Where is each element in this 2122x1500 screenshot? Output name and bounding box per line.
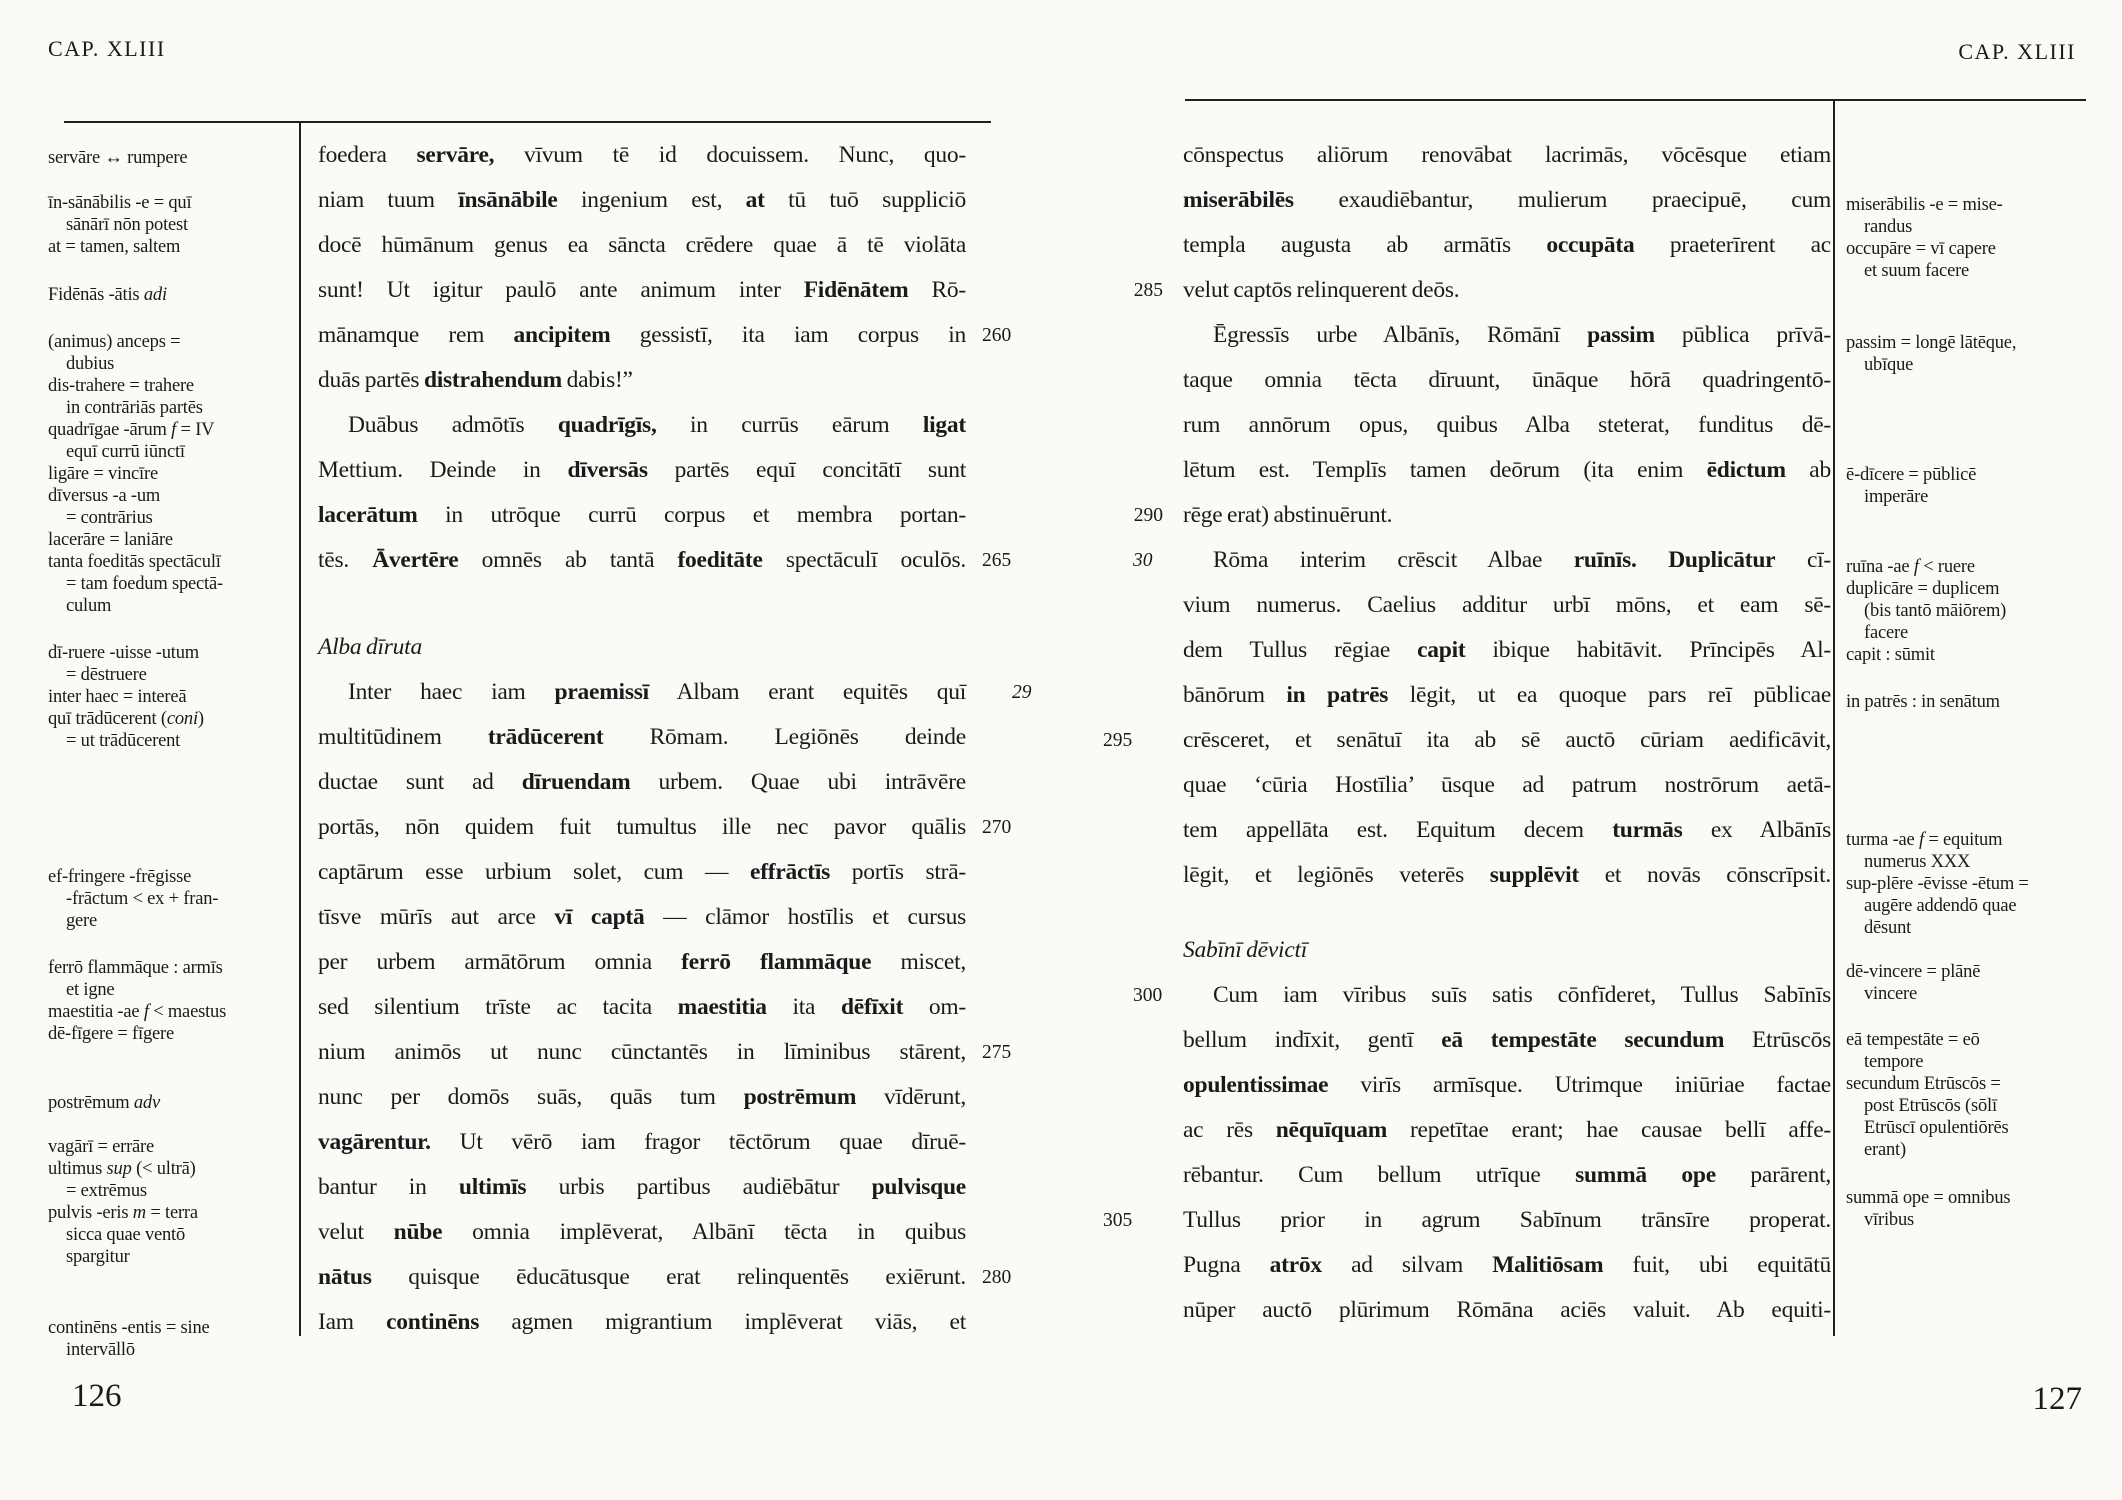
margin-note-line: erant) <box>1864 1140 1906 1160</box>
text-line-content: duās partēs distrahendum dabis!” <box>318 367 633 393</box>
margin-note-line: vincere <box>1864 984 1918 1004</box>
margin-note-line: -frāctum < ex + fran- <box>66 889 219 909</box>
text-line <box>318 1255 1012 1300</box>
margin-note-block <box>1846 556 2101 666</box>
section-number: 30 <box>1133 550 1153 571</box>
margin-note-line: summā ope = omnibus <box>1846 1188 2011 1208</box>
margin-note-line: intervāllō <box>66 1340 135 1360</box>
margin-note-line: dē-fīgere = fīgere <box>48 1024 174 1044</box>
text-line-content: vagārentur. Ut vērō iam fragor tēctōrum quae dīruē- <box>318 1129 966 1155</box>
text-line-content: nūper auctō plūrimum Rōmāna aciēs valuit. Ab equiti- <box>1183 1297 1831 1323</box>
text-line-content: lēgit, et legiōnēs veterēs supplēvit et novās cōnscrīpsit. <box>1183 862 1831 888</box>
margin-note-block <box>48 866 303 932</box>
text-line <box>1183 448 1831 493</box>
margin-note-line: (animus) anceps = <box>48 332 181 352</box>
text-line <box>318 940 966 985</box>
main-text-right <box>1103 133 1832 1333</box>
margin-note-block <box>1846 1029 2101 1161</box>
margin-note-line: vīribus <box>1864 1210 1914 1230</box>
text-line-content: nātus quisque ēducātusque erat relinquentēs exiērunt. <box>318 1264 966 1290</box>
text-line-content: vium numerus. Caelius additur urbī mōns, et eam sē- <box>1183 592 1831 618</box>
text-line <box>318 403 966 448</box>
margin-note-line: ruīna -ae f < ruere <box>1846 557 1975 577</box>
text-line <box>318 805 1012 850</box>
margin-note-line: randus <box>1864 217 1913 237</box>
text-line-content: cōnspectus aliōrum renovābat lacrimās, vōcēsque etiam <box>1183 142 1831 168</box>
text-line <box>318 268 966 313</box>
text-line-content: rum annōrum opus, quibus Alba steterat, funditus dē- <box>1183 412 1831 438</box>
margin-note-line: ferrō flammāque : armīs <box>48 958 223 978</box>
section-heading <box>1183 928 1831 973</box>
margin-note-block <box>1846 464 2101 508</box>
margin-note-line: quī trādūcerent (coni) <box>48 709 204 729</box>
text-line-content: tīsve mūrīs aut arce vī captā — clāmor hostīlis et cursus <box>318 904 966 930</box>
margin-note-line: = dēstruere <box>66 665 147 685</box>
margin-note-line: tempore <box>1864 1052 1924 1072</box>
text-line-content: tēs. Āvertēre omnēs ab tantā foeditāte spectāculī oculōs. <box>318 547 966 573</box>
text-line <box>1183 358 1831 403</box>
margin-note-line: turma -ae f = equitum <box>1846 830 2003 850</box>
text-line-content: captārum esse urbium solet, cum — effrāctīs portīs strā- <box>318 859 966 885</box>
margin-note-line: et suum facere <box>1864 261 1970 281</box>
text-line <box>1183 133 1831 178</box>
text-line-content: velut captōs relinquerent deōs. <box>1183 277 1460 303</box>
margin-note-line: facere <box>1864 623 1908 643</box>
text-line <box>1183 403 1831 448</box>
text-line <box>318 448 966 493</box>
margin-note-line: lacerāre = laniāre <box>48 530 173 550</box>
text-line <box>1183 223 1831 268</box>
header-rule-right <box>1185 99 2086 101</box>
margin-note-line: = extrēmus <box>66 1181 147 1201</box>
text-line-content: Duābus admōtīs quadrīgīs, in currūs eārum ligat <box>348 412 966 438</box>
margin-note-line: ultimus sup (< ultrā) <box>48 1159 196 1179</box>
line-number: 270 <box>982 817 1012 838</box>
page-number-right: 127 <box>2032 1381 2082 1417</box>
margin-note-line: pulvis -eris m = terra <box>48 1203 198 1223</box>
margin-note-line: dis-trahere = trahere <box>48 376 194 396</box>
margin-note-block <box>1846 194 2101 282</box>
text-line <box>1183 1063 1831 1108</box>
margin-note-block <box>48 957 303 1045</box>
text-line-content: lacerātum in utrōque currū corpus et membra portan- <box>318 502 966 528</box>
margin-note-line: duplicāre = duplicem <box>1846 579 2000 599</box>
text-line-content: quae ‘cūria Hostīlia’ ūsque ad patrum nostrōrum aetā- <box>1183 772 1831 798</box>
line-number: 275 <box>982 1042 1012 1063</box>
margin-note-line: dī-ruere -uisse -utum <box>48 643 199 663</box>
text-line-content: bānōrum in patrēs lēgit, ut ea quoque pars reī pūblicae <box>1183 682 1831 708</box>
text-line <box>318 670 1032 715</box>
text-line <box>318 313 1012 358</box>
text-line <box>1183 628 1831 673</box>
text-line-content: tem appellāta est. Equitum decem turmās ex Albānīs <box>1183 817 1831 843</box>
page-number-left: 126 <box>72 1378 122 1414</box>
margin-note-line: ē-dīcere = pūblicē <box>1846 465 1977 485</box>
margin-note-block <box>48 1317 303 1361</box>
text-line <box>1183 1108 1831 1153</box>
margin-note-line: dēsunt <box>1864 918 1912 938</box>
margin-note-line: continēns -entis = sine <box>48 1318 210 1338</box>
margin-note-line: quadrīgae -ārum f = IV <box>48 420 215 440</box>
text-line <box>318 760 966 805</box>
line-number: 290 <box>1133 505 1163 526</box>
text-line <box>1183 673 1831 718</box>
margin-note-line: inter haec = intereā <box>48 687 187 707</box>
line-number: 265 <box>982 550 1012 571</box>
text-line <box>318 1165 966 1210</box>
text-line-content: sunt! Ut igitur paulō ante animum inter Fidēnātem Rō- <box>318 277 966 303</box>
margin-note-block <box>1846 332 2101 376</box>
margin-note-line: in patrēs : in senātum <box>1846 692 2000 712</box>
text-line-content: Sabīnī dēvictī <box>1183 937 1308 963</box>
margin-note-line: augēre addendō quae <box>1864 896 2017 916</box>
margin-note-line: ligāre = vincīre <box>48 464 158 484</box>
margin-note-block <box>48 1136 303 1268</box>
text-line-content: portās, nōn quidem fuit tumultus ille nec pavor quālis <box>318 814 966 840</box>
margin-note-line: spargitur <box>66 1247 130 1267</box>
margin-note-line: et igne <box>66 980 115 1000</box>
text-line <box>1133 538 1831 583</box>
text-line <box>318 1120 966 1165</box>
text-line-content: foedera servāre, vīvum tē id docuissem. Nunc, quo- <box>318 142 967 168</box>
text-line-content: per urbem armātōrum omnia ferrō flammāque miscet, <box>318 949 966 975</box>
text-line <box>318 1210 966 1255</box>
margin-note-line: in contrāriās partēs <box>66 398 203 418</box>
margin-note-block <box>48 284 303 306</box>
text-line-content: mānamque rem ancipitem gessistī, ita iam corpus in <box>318 322 966 348</box>
text-line <box>1183 763 1831 808</box>
section-number: 29 <box>1012 682 1032 703</box>
text-line-content: rēge erat) abstinuērunt. <box>1183 502 1393 528</box>
line-number: 305 <box>1103 1210 1133 1231</box>
margin-note-line: ef-fringere -frēgisse <box>48 867 192 887</box>
text-line-content: Ēgressīs urbe Albānīs, Rōmānī passim pūblica prīvā- <box>1213 322 1831 348</box>
chapter-header-right: CAP. XLIII <box>1958 39 2076 64</box>
text-line-content: bantur in ultimīs urbis partibus audiēbātur pulvisque <box>318 1174 966 1200</box>
margin-note-line: = tam foedum spectā- <box>66 574 223 594</box>
margin-note-line: Etrūscī opulentiōrēs <box>1864 1118 2009 1138</box>
margin-note-line: maestitia -ae f < maestus <box>48 1002 227 1022</box>
text-line-content: niam tuum īnsānābile ingenium est, at tū tuō suppliciō <box>318 187 967 213</box>
margin-note-line: = ut trādūcerent <box>66 731 181 751</box>
margin-note-line: postrēmum adv <box>48 1093 160 1113</box>
margin-note-line: ubīque <box>1864 355 1914 375</box>
text-line <box>318 850 966 895</box>
margin-note-line: secundum Etrūscōs = <box>1846 1074 2001 1094</box>
text-line-content: crēsceret, et senātuī ita ab sē auctō cūriam aedificāvit, <box>1183 727 1831 753</box>
margin-note-line: at = tamen, saltem <box>48 237 181 257</box>
text-line <box>1183 1153 1831 1198</box>
margin-note-line: servāre ↔ rumpere <box>48 148 188 168</box>
main-text-left <box>318 133 1032 1345</box>
margin-note-line: īn-sānābilis -e = quī <box>48 193 192 213</box>
text-line-content: docē hūmānum genus ea sāncta crēdere quae ā tē violāta <box>318 232 966 258</box>
text-line-content: nium animōs ut nunc cūnctantēs in līminibus stārent, <box>318 1039 966 1065</box>
margin-note-block <box>48 147 303 169</box>
text-line <box>1183 1288 1831 1333</box>
margin-note-line: sup-plēre -ēvisse -ētum = <box>1846 874 2029 894</box>
margin-note-line: gere <box>66 911 98 931</box>
margin-note-line: post Etrūscōs (sōlī <box>1864 1096 1997 1116</box>
margin-note-line: Fidēnās -ātis adi <box>48 285 167 305</box>
text-line-content: miserābilēs exaudiēbantur, mulierum praecipuē, cum <box>1183 187 1831 213</box>
chapter-header-left: CAP. XLIII <box>48 36 166 61</box>
text-line <box>318 715 966 760</box>
text-line <box>1133 493 1831 538</box>
line-number: 260 <box>982 325 1012 346</box>
text-line-content: Pugna atrōx ad silvam Malitiōsam fuit, ubi equitātū <box>1183 1252 1832 1278</box>
text-line-content: rēbantur. Cum bellum utrīque summā ope parārent, <box>1183 1162 1831 1188</box>
text-line <box>318 358 966 403</box>
text-line <box>318 538 1012 583</box>
text-line-content: Cum iam vīribus suīs satis cōnfīderet, Tullus Sabīnīs <box>1213 982 1831 1008</box>
text-line <box>1183 808 1831 853</box>
margin-note-block <box>1846 691 2101 713</box>
section-heading <box>318 625 966 670</box>
text-line <box>318 223 966 268</box>
margin-note-line: sicca quae ventō <box>66 1225 186 1245</box>
text-line-content: Tullus prior in agrum Sabīnum trānsīre properat. <box>1183 1207 1831 1233</box>
text-line <box>1103 718 1831 763</box>
text-line <box>318 133 966 178</box>
text-line <box>318 1300 966 1345</box>
text-line-content: dem Tullus rēgiae capit ibique habitāvit. Prīncipēs Al- <box>1183 637 1831 663</box>
text-line <box>1183 1018 1831 1063</box>
margin-note-block <box>1846 829 2101 939</box>
margin-note-line: miserābilis -e = mise- <box>1846 195 2003 215</box>
text-line-content: lētum est. Templīs tamen deōrum (ita enim ēdictum ab <box>1183 457 1831 483</box>
margin-note-block <box>48 642 303 752</box>
text-line-content: Alba dīruta <box>318 634 422 660</box>
text-line <box>1133 973 1831 1018</box>
text-line <box>318 895 966 940</box>
text-line-content: Rōma interim crēscit Albae ruīnīs. Duplicātur cī- <box>1213 547 1831 573</box>
text-line <box>318 1075 966 1120</box>
text-line-content: opulentissimae virīs armīsque. Utrimque iniūriae factae <box>1183 1072 1831 1098</box>
text-line <box>1103 1198 1831 1243</box>
margin-note-line: tanta foeditās spectāculī <box>48 552 221 572</box>
text-line-content: taque omnia tēcta dīruunt, ūnāque hōrā quadringentō- <box>1183 367 1831 393</box>
text-line-content: templa augusta ab armātīs occupāta praeterīrent ac <box>1183 232 1831 258</box>
margin-note-block <box>48 1092 303 1114</box>
text-line <box>1183 583 1831 628</box>
margin-note-line: culum <box>66 596 112 616</box>
text-line-content: Iam continēns agmen migrantium implēverat viās, et <box>318 1309 966 1335</box>
line-number: 280 <box>982 1267 1012 1288</box>
text-line <box>318 985 966 1030</box>
text-line <box>318 493 966 538</box>
text-line-content: multitūdinem trādūcerent Rōmam. Legiōnēs deinde <box>318 724 966 750</box>
text-line-content: ductae sunt ad dīruendam urbem. Quae ubi intrāvēre <box>318 769 966 795</box>
margin-note-line: (bis tantō māiōrem) <box>1864 601 2007 621</box>
margin-note-line: = contrārius <box>66 508 153 528</box>
text-line-content: ac rēs nēquīquam repetītae erant; hae causae bellī affe- <box>1183 1117 1831 1143</box>
text-line <box>1183 853 1831 898</box>
margin-note-line: passim = longē lātēque, <box>1846 333 2017 353</box>
text-line <box>1183 1243 1831 1288</box>
margin-note-block <box>48 192 303 258</box>
line-number: 300 <box>1133 985 1163 1006</box>
margin-note-block <box>48 331 303 617</box>
margin-note-line: eā tempestāte = eō <box>1846 1030 1980 1050</box>
text-line-content: Inter haec iam praemissī Albam erant equitēs quī <box>348 679 966 705</box>
margin-note-line: dubius <box>66 354 115 374</box>
text-line <box>318 1030 1012 1075</box>
text-line-content: sed silentium trīste ac tacita maestitia ita dēfīxit om- <box>318 994 966 1020</box>
margin-note-line: sānārī nōn potest <box>66 215 188 235</box>
text-line <box>1133 268 1831 313</box>
text-line-content: velut nūbe omnia implēverat, Albānī tēcta in quibus <box>318 1219 966 1245</box>
margin-note-line: equī currū iūnctī <box>66 442 185 462</box>
text-line-content: bellum indīxit, gentī eā tempestāte secundum Etrūscōs <box>1183 1027 1831 1053</box>
margin-note-line: numerus XXX <box>1864 852 1971 872</box>
text-line <box>1183 178 1831 223</box>
margin-note-line: imperāre <box>1864 487 1929 507</box>
margin-note-line: dīversus -a -um <box>48 486 161 506</box>
margin-note-line: vagārī = errāre <box>48 1137 155 1157</box>
text-line-content: nunc per domōs suās, quās tum postrēmum vīdērunt, <box>318 1084 966 1110</box>
header-rule-left <box>64 121 991 123</box>
margin-note-line: capit : sūmit <box>1846 645 1935 665</box>
margin-note-line: dē-vincere = plānē <box>1846 962 1981 982</box>
margin-divider-right <box>1833 99 1835 1336</box>
margin-note-line: occupāre = vī capere <box>1846 239 1996 259</box>
line-number: 285 <box>1133 280 1163 301</box>
text-line <box>318 178 966 223</box>
line-number: 295 <box>1103 730 1133 751</box>
text-line <box>1183 313 1831 358</box>
margin-note-block <box>1846 961 2101 1005</box>
margin-note-block <box>1846 1187 2101 1231</box>
text-line-content: Mettium. Deinde in dīversās partēs equī concitātī sunt <box>318 457 966 483</box>
